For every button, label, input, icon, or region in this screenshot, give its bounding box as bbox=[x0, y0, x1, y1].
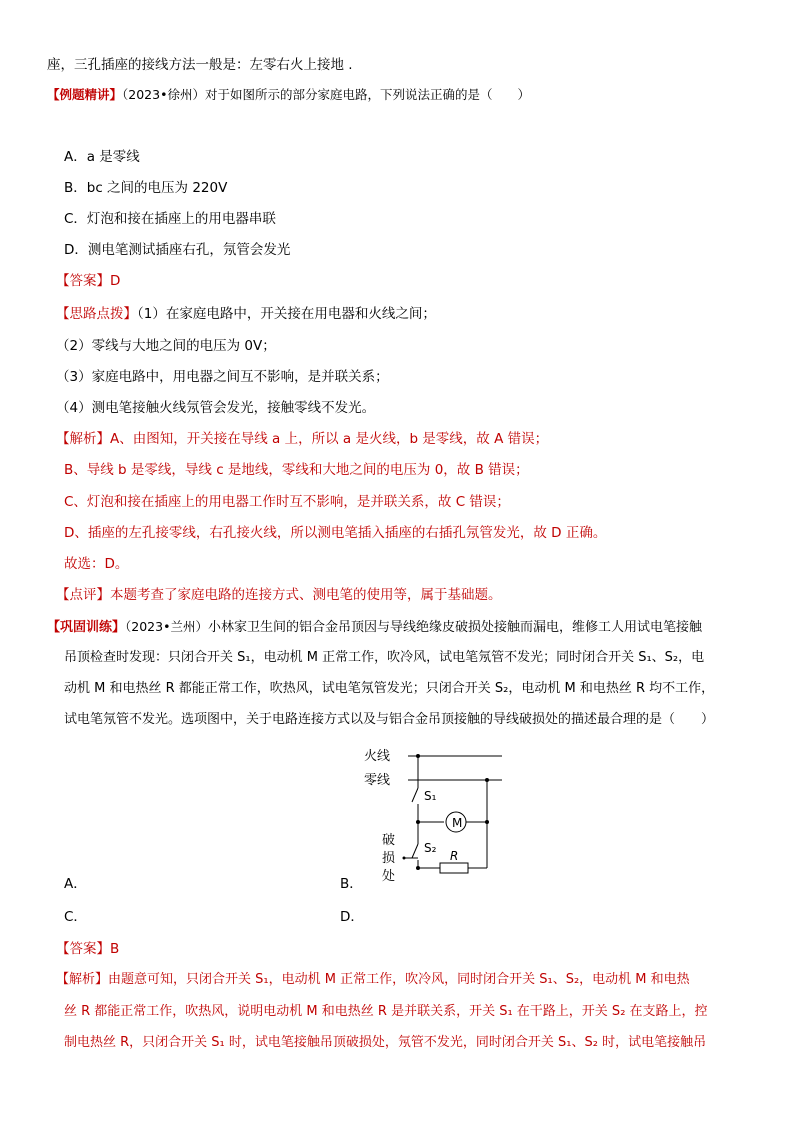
practice-line-4: 试电笔氖管不发光。选项图中，关于电路连接方式以及与铝合金吊顶接触的导线破损处的描述最合理的是（ ） bbox=[64, 712, 715, 727]
practice-answer-value: B bbox=[110, 941, 120, 957]
answer-value: D bbox=[110, 273, 121, 289]
example-option-d: D．测电笔测试插座右孔，氖管会发光 bbox=[64, 242, 291, 258]
s2-switch bbox=[412, 844, 418, 858]
example-option-b: B．bc 之间的电压为 220V bbox=[64, 180, 228, 196]
practice-analysis-tag: 【解析】 bbox=[56, 972, 109, 987]
analysis-5: 故选：D。 bbox=[64, 556, 129, 572]
comment-tag: 【点评】 bbox=[56, 587, 110, 603]
intro-text: 座，三孔插座的接线方法一般是：左零右火上接地 . bbox=[47, 57, 353, 73]
s1-switch bbox=[412, 788, 418, 802]
practice-source: （2023•兰州） bbox=[125, 619, 208, 634]
practice-option-d: D． bbox=[340, 909, 364, 925]
practice-text-1: 小林家卫生间的铝合金吊顶因与导线绝缘皮破损处接触而漏电，维修工人用试电笔接触 bbox=[207, 620, 702, 635]
comment bbox=[56, 585, 502, 605]
hint-1 bbox=[56, 304, 436, 324]
practice-analysis-2: 丝 R 都能正常工作，吹热风，说明电动机 M 和电热丝 R 是并联关系，开关 S₁ 在干路上，开关 S₂ 在支路上，控 bbox=[64, 1004, 708, 1019]
analysis-tag: 【解析】 bbox=[56, 431, 110, 447]
analysis-1 bbox=[56, 429, 548, 449]
practice-answer-tag: 【答案】 bbox=[56, 941, 110, 957]
resistor-label: R bbox=[450, 849, 459, 863]
example-question bbox=[47, 85, 530, 105]
practice-option-b: B． bbox=[340, 876, 363, 892]
break-label-1: 破 bbox=[382, 833, 396, 848]
example-source: （2023•徐州） bbox=[122, 87, 205, 102]
analysis-4: D、插座的左孔接零线，右孔接火线，所以测电笔插入插座的右插孔氖管发光，故 D 正确。 bbox=[64, 525, 607, 541]
circuit-diagram bbox=[360, 740, 510, 890]
analysis-text-1: A、由图知，开关接在导线 a 上，所以 a 是火线，b 是零线，故 A 错误； bbox=[110, 431, 549, 447]
resistor-symbol bbox=[440, 863, 468, 873]
zero-label: 零线 bbox=[364, 773, 391, 788]
hint-text-1: （1）在家庭电路中，开关接在用电器和火线之间； bbox=[137, 306, 436, 322]
analysis-3: C、灯泡和接在插座上的用电器工作时互不影响，是并联关系，故 C 错误； bbox=[64, 494, 510, 510]
s1-label: S₁ bbox=[424, 789, 437, 803]
practice-line-1 bbox=[47, 617, 702, 638]
practice-line-2: 吊顶检查时发现：只闭合开关 S₁，电动机 M 正常工作，吹冷风，试电笔氖管不发光；同时闭合开关 S₁、S₂，电 bbox=[64, 650, 705, 665]
example-option-c: C．灯泡和接在插座上的用电器串联 bbox=[64, 211, 276, 227]
practice-option-c: C． bbox=[64, 909, 87, 925]
comment-text: 本题考查了家庭电路的连接方式、测电笔的使用等，属于基础题。 bbox=[110, 587, 502, 603]
example-answer bbox=[56, 271, 120, 291]
hint-tag: 【思路点拨】 bbox=[56, 306, 137, 322]
practice-analysis-1 bbox=[56, 970, 690, 990]
practice-analysis-3: 制电热丝 R，只闭合开关 S₁ 时，试电笔接触吊顶破损处，氖管不发光，同时闭合开关 S₁、S₂ 时，试电笔接触吊 bbox=[64, 1035, 707, 1050]
analysis-2: B、导线 b 是零线，导线 c 是地线，零线和大地之间的电压为 0，故 B 错误； bbox=[64, 462, 529, 478]
practice-option-a: A． bbox=[64, 876, 87, 892]
practice-tag: 【巩固训练】 bbox=[47, 620, 126, 635]
hint-4: （4）测电笔接触火线氖管会发光，接触零线不发光。 bbox=[56, 400, 376, 416]
practice-line-3: 动机 M 和电热丝 R 都能正常工作，吹热风，试电笔氖管发光；只闭合开关 S₂，电动机 M 和电热丝 R 均不工作， bbox=[64, 681, 715, 696]
break-label-2: 损 bbox=[382, 851, 396, 866]
answer-tag: 【答案】 bbox=[56, 273, 110, 289]
s2-label: S₂ bbox=[424, 841, 437, 855]
practice-answer bbox=[56, 939, 119, 959]
example-option-a: A．a 是零线 bbox=[64, 149, 140, 165]
motor-label: M bbox=[452, 816, 463, 830]
hint-3: （3）家庭电路中，用电器之间互不影响，是并联关系； bbox=[56, 369, 389, 385]
hint-2: （2）零线与大地之间的电压为 0V； bbox=[56, 338, 276, 354]
example-stem: 对于如图所示的部分家庭电路，下列说法正确的是（ ） bbox=[204, 87, 530, 102]
break-label-3: 处 bbox=[382, 869, 396, 884]
fire-label: 火线 bbox=[364, 749, 391, 764]
example-tag: 【例题精讲】 bbox=[47, 87, 123, 102]
practice-analysis-text-1: 由题意可知，只闭合开关 S₁，电动机 M 正常工作，吹冷风，同时闭合开关 S₁、S₂，电动机 M 和电热 bbox=[108, 972, 690, 987]
